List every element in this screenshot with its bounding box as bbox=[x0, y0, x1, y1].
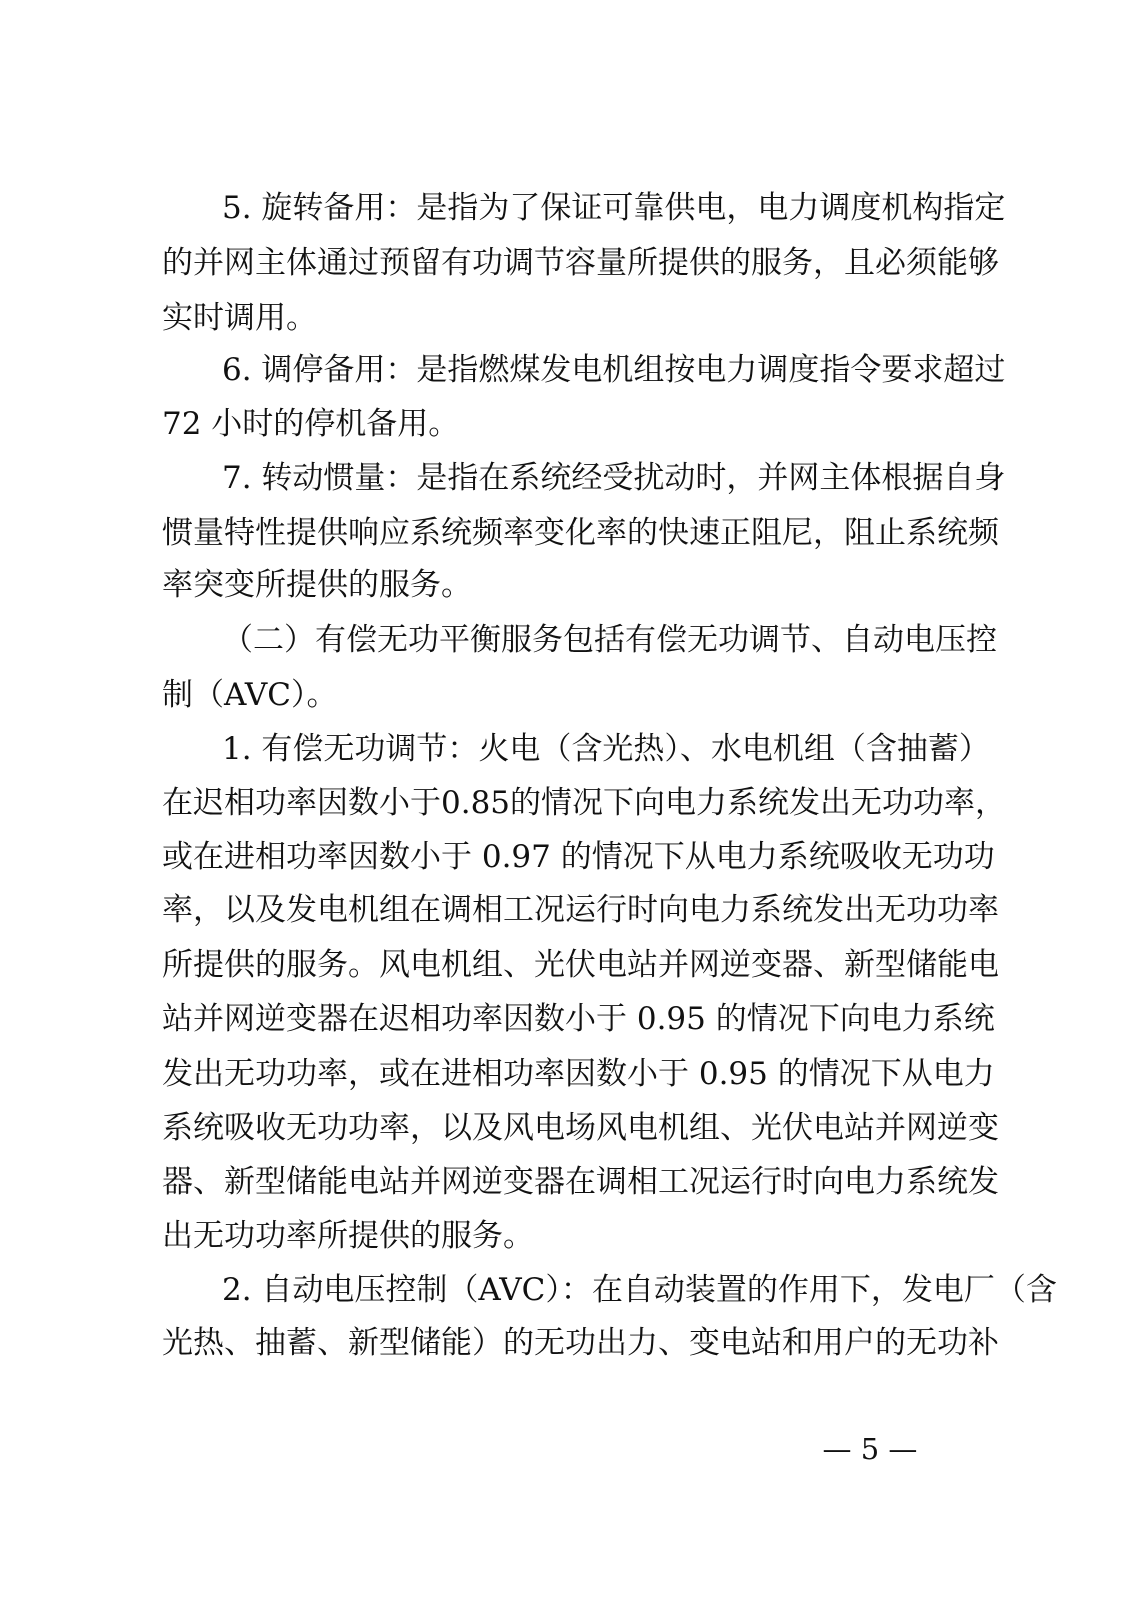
paragraph-line: 72 小时的停机备用。 bbox=[162, 406, 460, 442]
page-number: — 5 — bbox=[822, 1432, 918, 1466]
paragraph-line: 发出无功功率，或在进相功率因数小于 0.95 的情况下从电力 bbox=[162, 1056, 995, 1092]
paragraph-line: 1. 有偿无功调节：火电（含光热）、水电机组（含抽蓄） bbox=[222, 731, 990, 767]
paragraph-line: 率，以及发电机组在调相工况运行时向电力系统发出无功功率 bbox=[162, 892, 999, 928]
paragraph-line: 实时调用。 bbox=[162, 300, 317, 336]
paragraph-line: 在迟相功率因数小于0.85的情况下向电力系统发出无功功率， bbox=[162, 785, 1007, 821]
paragraph-line: 系统吸收无功功率，以及风电场风电机组、光伏电站并网逆变 bbox=[162, 1110, 999, 1146]
paragraph-line: 所提供的服务。风电机组、光伏电站并网逆变器、新型储能电 bbox=[162, 947, 999, 983]
paragraph-line: 7. 转动惯量：是指在系统经受扰动时，并网主体根据自身 bbox=[222, 460, 1006, 496]
paragraph-line: 出无功功率所提供的服务。 bbox=[162, 1218, 534, 1254]
section-heading-line: 制（AVC）。 bbox=[162, 677, 338, 713]
paragraph-line: 器、新型储能电站并网逆变器在调相工况运行时向电力系统发 bbox=[162, 1164, 999, 1200]
section-heading-line: （二）有偿无功平衡服务包括有偿无功调节、自动电压控 bbox=[222, 622, 997, 658]
paragraph-line: 惯量特性提供响应系统频率变化率的快速正阻尼，阻止系统频 bbox=[162, 515, 999, 551]
paragraph-line: 5. 旋转备用：是指为了保证可靠供电，电力调度机构指定 bbox=[222, 190, 1006, 226]
paragraph-line: 6. 调停备用：是指燃煤发电机组按电力调度指令要求超过 bbox=[222, 352, 1006, 388]
paragraph-line: 的并网主体通过预留有功调节容量所提供的服务，且必须能够 bbox=[162, 245, 999, 281]
paragraph-line: 站并网逆变器在迟相功率因数小于 0.95 的情况下向电力系统 bbox=[162, 1001, 995, 1037]
paragraph-line: 或在进相功率因数小于 0.97 的情况下从电力系统吸收无功功 bbox=[162, 839, 995, 875]
paragraph-line: 光热、抽蓄、新型储能）的无功出力、变电站和用户的无功补 bbox=[162, 1325, 999, 1361]
paragraph-line: 率突变所提供的服务。 bbox=[162, 567, 472, 603]
paragraph-line: 2. 自动电压控制（AVC）：在自动装置的作用下，发电厂（含 bbox=[222, 1272, 1057, 1308]
